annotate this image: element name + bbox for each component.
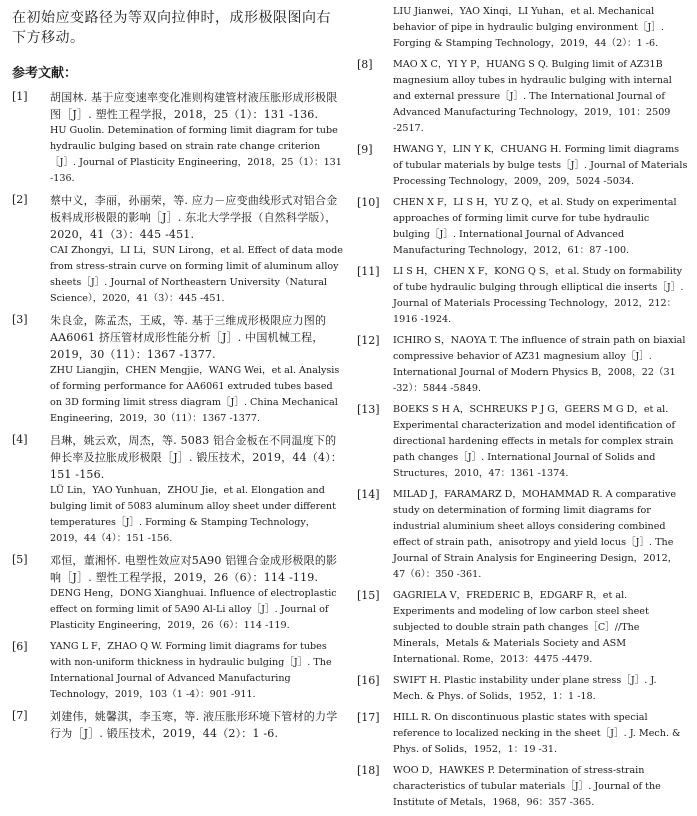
reference-en: MAO X C，YI Y P，HUANG S Q. Bulging limit of AZ31B magnesium alloy tubes in hydraulic bulging with internal and external pressure［J］. The International Journal of Advanced Manufacturing Technology，2019，101：2509 -2517.: [393, 59, 672, 134]
reference-17: [357, 710, 689, 758]
reference-en: HILL R. On discontinuous plastic states with special reference to localized necking in the sheet［J］. J. Mech. & Phys. of Solids，1952，1：19 -31.: [393, 712, 681, 755]
reference-12: [357, 333, 689, 397]
reference-number: [15]: [357, 589, 380, 602]
reference-number: [11]: [357, 265, 380, 278]
reference-number: [7]: [12, 709, 28, 722]
intro-text: 在初始应变路径为等双向拉伸时，成形极限图向右下方移动。: [12, 10, 331, 46]
reference-number: [5]: [12, 553, 28, 566]
reference-number: [4]: [12, 433, 28, 446]
reference-number: [2]: [12, 193, 28, 206]
reference-1: [12, 89, 344, 187]
reference-7: [12, 708, 344, 742]
reference-en: YANG L F，ZHAO Q W. Forming limit diagrams for tubes with non-uniform thickness in hydraulic bulging［J］. The International Journal of Advanced Manufacturing Technology，2019，103（1 -4）：901 -911.: [50, 641, 332, 700]
reference-number: [1]: [12, 90, 28, 103]
reference-zh: 蔡中义，李丽，孙丽荣，等. 应力－应变曲线形式对铝合金板料成形极限的影响［J］. 东北大学学报（自然科学版），2020，41（3）：445 -451.: [50, 194, 338, 241]
reference-number: [10]: [357, 196, 380, 209]
reference-en: CHEN X F，LI S H，YU Z Q，et al. Study on experimental approaches of forming limit curve for tube hydraulic bulging［J］. International Journal of Advanced Manufacturing Technology，2012，61：87 -100.: [393, 197, 677, 256]
reference-11: [357, 264, 689, 328]
reference-zh: 胡国林. 基于应变速率变化准则构建管材液压胀形成形极限图［J］. 塑性工程学报，2018，25（1）：131 -136.: [50, 91, 338, 121]
reference-en: BOEKS S H A，SCHREUKS P J G，GEERS M G D，et al. Experimental characterization and model identification of directional hardening effects in metals for complex strain path changes［J］. International Journal of Solids and Structures，2010，47：1361 -1374.: [393, 404, 676, 479]
references-heading: 参考文献：: [12, 66, 78, 81]
reference-number: [14]: [357, 488, 380, 501]
reference-en: GAGRIELA V，FREDERIC B，EDGARF R，et al. Experiments and modeling of low carbon steel sheet subjected to double strain path changes［C］//The Minerals，Metals & Materials Society and ASM International. Rome，2013：4475 -4479.: [393, 590, 649, 665]
reference-15: [357, 588, 689, 668]
reference-en: SWIFT H. Plastic instability under plane stress［J］. J. Mech. & Phys. of Solids，1952，1：1 -18.: [393, 675, 657, 702]
reference-number: [12]: [357, 334, 380, 347]
reference-number: [13]: [357, 403, 380, 416]
reference-zh: 邓恒，董湘怀. 电塑性效应对5A90 铝锂合金成形极限的影响［J］. 塑性工程学报，2019，26（6）：114 -119.: [50, 554, 338, 584]
reference-10: [357, 195, 689, 259]
reference-4: [12, 432, 344, 547]
reference-14: [357, 487, 689, 583]
reference-5: [12, 552, 344, 634]
reference-zh: 朱良金，陈孟杰，王威，等. 基于三维成形极限应力图的AA6061 挤压管材成形性能分析［J］. 中国机械工程，2019，30（11）：1367 -1377.: [50, 314, 327, 361]
reference-en: DENG Heng，DONG Xianghuai. Influence of electroplastic effect on forming limit of 5A90 Al-Li alloy［J］. Journal of Plasticity Engineering，2019，26（6）：114 -119.: [50, 588, 337, 631]
reference-7-continued: [357, 4, 689, 52]
reference-zh: 吕琳，姚云欢，周杰，等. 5083 铝合金板在不同温度下的伸长率及拉胀成形极限［J］. 锻压技术，2019，44（4）：151 -156.: [50, 434, 343, 481]
reference-en: HU Guolin. Detemination of forming limit diagram for tube hydraulic bulging based on strain rate change criterion［J］. Journal of Plasticity Engineering，2018，25（1）：131 -136.: [50, 125, 342, 184]
reference-en: CAI Zhongyi，LI Li，SUN Lirong，et al. Effect of data mode from stress-strain curve on forming limit of aluminum alloy sheets［J］. Journal of Northeastern University（Natural Science），2020，41（3）：445 -451.: [50, 245, 343, 304]
reference-en: ICHIRO S，NAOYA T. The influence of strain path on biaxial compressive behavior of AZ31 magnesium alloy［J］. International Journal of Modern Physics B，2008，22（31 -32）：5844 -5849.: [393, 335, 686, 394]
left-column: [12, 0, 344, 747]
reference-en: LIU Jianwei，YAO Xinqi，LI Yuhan，et al. Mechanical behavior of pipe in hydraulic bulging environment［J］. Forging & Stamping Technology，2019，44（2）：1 -6.: [393, 6, 664, 49]
reference-en: HWANG Y，LIN Y K，CHUANG H. Forming limit diagrams of tubular materials by bulge tests［J］. Journal of Materials Processing Technology，2009，209，5024 -5034.: [393, 144, 688, 187]
reference-en: LI S H，CHEN X F，KONG Q S，et al. Study on formability of tube hydraulic bulging through elliptical die inserts［J］. Journal of Materials Processing Technology，2012，212：1916 -1924.: [393, 266, 684, 325]
reference-zh: 刘建伟，姚馨淇，李玉寒，等. 液压胀形环境下管材的力学行为［J］. 锻压技术，2019，44（2）：1 -6.: [50, 710, 338, 740]
reference-9: [357, 142, 689, 190]
reference-13: [357, 402, 689, 482]
reference-en: LÜ Lin，YAO Yunhuan，ZHOU Jie，et al. Elongation and bulging limit of 5083 aluminum alloy sheet under different temperatures［J］. Forming & Stamping Technology，2019，44（4）：151 -156.: [50, 485, 336, 544]
reference-number: [8]: [357, 58, 373, 71]
reference-6: [12, 639, 344, 703]
reference-3: [12, 312, 344, 427]
reference-2: [12, 192, 344, 307]
reference-number: [18]: [357, 764, 380, 777]
reference-number: [17]: [357, 711, 380, 724]
right-column: [357, 0, 689, 816]
reference-en: MILAD J，FARAMARZ D，MOHAMMAD R. A comparative study on determination of forming limit diagrams for industrial aluminium sheet alloys considering combined effect of strain path，anisotropy and yield locus［J］. The Journal of Strain Analysis for Engineering Design，2012，47（6）：350 -361.: [393, 489, 678, 580]
reference-8: [357, 57, 689, 137]
reference-16: [357, 673, 689, 705]
reference-number: [9]: [357, 143, 373, 156]
reference-number: [3]: [12, 313, 28, 326]
reference-number: [16]: [357, 674, 380, 687]
reference-en: ZHU Liangjin，CHEN Mengjie，WANG Wei，et al. Analysis of forming performance for AA6061 extruded tubes based on 3D forming limit stress diagram［J］. China Mechanical Engineering，2019，30（11）：1367 -1377.: [50, 365, 340, 424]
reference-18: [357, 763, 689, 811]
reference-en: WOO D，HAWKES P. Determination of stress-strain characteristics of tubular materials［J］. Journal of the Institute of Metals，1968，96：357 -365.: [393, 765, 661, 808]
reference-number: [6]: [12, 640, 28, 653]
